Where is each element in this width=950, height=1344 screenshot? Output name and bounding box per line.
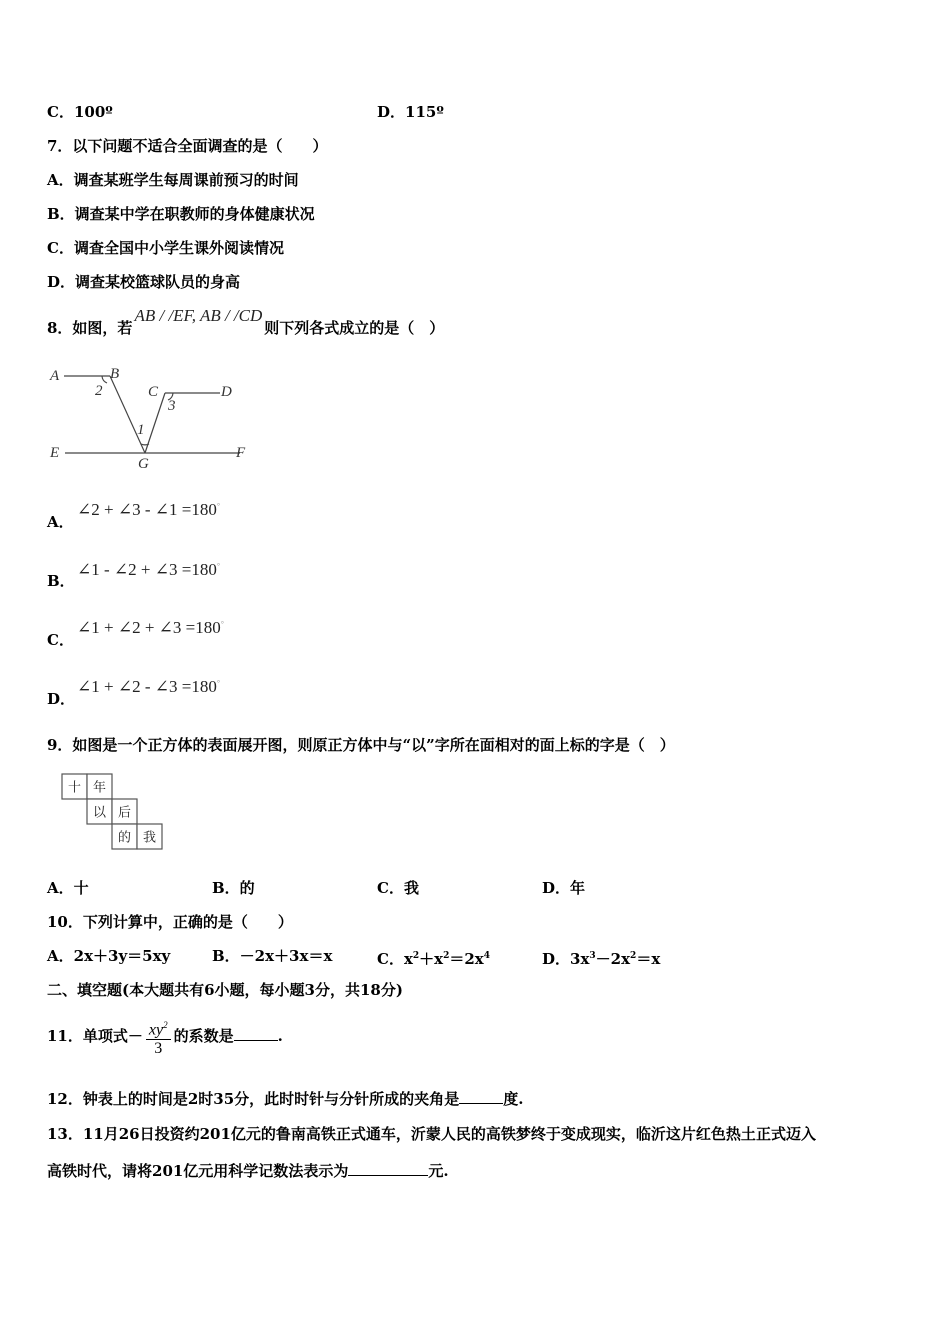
q8-parallel-lines-figure — [40, 358, 270, 478]
q11-answer-blank[interactable] — [234, 1040, 278, 1041]
q8-option-b-letter: B． — [47, 572, 75, 590]
net-cell-shi: 十 — [67, 780, 82, 796]
q9-option-a: A．十 — [47, 879, 89, 897]
q8-option-c-letter: C． — [47, 631, 74, 649]
q7-option-a: A．调查某班学生每周课前预习的时间 — [47, 171, 299, 189]
label-a: A — [50, 368, 60, 384]
q13-answer-blank[interactable] — [348, 1175, 428, 1176]
label-angle-3: 3 — [168, 398, 176, 414]
net-cell-wo: 我 — [142, 830, 157, 846]
q8-option-a-letter: A． — [47, 513, 74, 531]
q10-option-c: C．$x^2+x^2=2x^4$ — [377, 950, 491, 968]
q8-stem — [47, 306, 445, 338]
q6-option-c: C．100º — [47, 103, 113, 121]
label-angle-1: 1 — [137, 422, 145, 438]
q13-line-1: 13．11月26日投资约201亿元的鲁南高铁正式通车，沂蒙人民的高铁梦终于变成现实，临沂这片红色热土正式迈入 — [47, 1125, 816, 1143]
net-cell-hou: 后 — [117, 805, 132, 821]
q8-stem-pre: 8．如图，若 — [47, 319, 133, 337]
q9-option-d: D．年 — [542, 879, 586, 897]
angle-2-arc — [102, 376, 107, 383]
q8-option-d-letter: D． — [47, 690, 76, 708]
label-g: G — [138, 456, 149, 472]
q12-answer-blank[interactable] — [459, 1103, 503, 1104]
q11-fraction: $\frac{xy^2}{3}$ — [146, 1016, 171, 1058]
net-cell-nian: 年 — [92, 780, 107, 796]
q8-option-c-formula: ∠1 + ∠2 + ∠3 =180° — [77, 618, 224, 637]
q13-line-2: 高铁时代，请将201亿元用科学记数法表示为 元. — [47, 1162, 449, 1180]
label-d: D — [221, 384, 232, 400]
q11: 11．单项式－ $\frac{xy^2}{3}$ 的系数是 . — [47, 1014, 283, 1058]
q6-option-d: D．115º — [377, 103, 444, 121]
q7-option-c: C．调查全国中小学生课外阅读情况 — [47, 239, 284, 257]
label-angle-2: 2 — [95, 383, 103, 399]
label-c: C — [148, 384, 159, 400]
q10-option-a: A．2x＋3y＝5xy — [47, 947, 171, 965]
q7-option-d: D．调查某校篮球队员的身高 — [47, 273, 241, 291]
q9-stem: 9．如图是一个正方体的表面展开图，则原正方体中与“以”字所在面相对的面上标的字是（ ） — [47, 736, 675, 754]
q10-option-b: B．－2x＋3x＝x — [212, 947, 333, 965]
q8-option-d-formula: ∠1 + ∠2 - ∠3 =180° — [77, 677, 221, 696]
q8-stem-math: AB / /EF, AB / /CD — [134, 306, 263, 325]
net-cell-de: 的 — [117, 830, 132, 846]
q8-option-a-formula: ∠2 + ∠3 - ∠1 =180° — [77, 500, 221, 519]
q7-option-b: B．调查某中学在职教师的身体健康状况 — [47, 205, 315, 223]
q10-option-d: D．$3x^3-2x^2=x$ — [542, 950, 661, 968]
label-f: F — [236, 445, 246, 461]
q7-stem: 7．以下问题不适合全面调查的是（ ） — [47, 137, 328, 155]
q8-stem-post: 则下列各式成立的是（ ） — [264, 319, 445, 337]
net-cell-yi: 以 — [92, 805, 107, 821]
q9-option-b: B．的 — [212, 879, 255, 897]
q10-stem: 10．下列计算中，正确的是（ ） — [47, 913, 293, 931]
label-b: B — [110, 366, 120, 382]
section-2-title: 二、填空题(本大题共有6小题，每小题3分，共18分) — [47, 981, 403, 999]
angle-1-arc — [141, 444, 149, 445]
q8-option-b-formula: ∠1 - ∠2 + ∠3 =180° — [77, 560, 221, 579]
label-e: E — [50, 445, 60, 461]
q9-cube-net-figure — [60, 772, 170, 854]
q9-option-c: C．我 — [377, 879, 419, 897]
q12: 12．钟表上的时间是2时35分，此时时针与分针所成的夹角是 度. — [47, 1090, 524, 1108]
segment-bg — [110, 376, 145, 453]
